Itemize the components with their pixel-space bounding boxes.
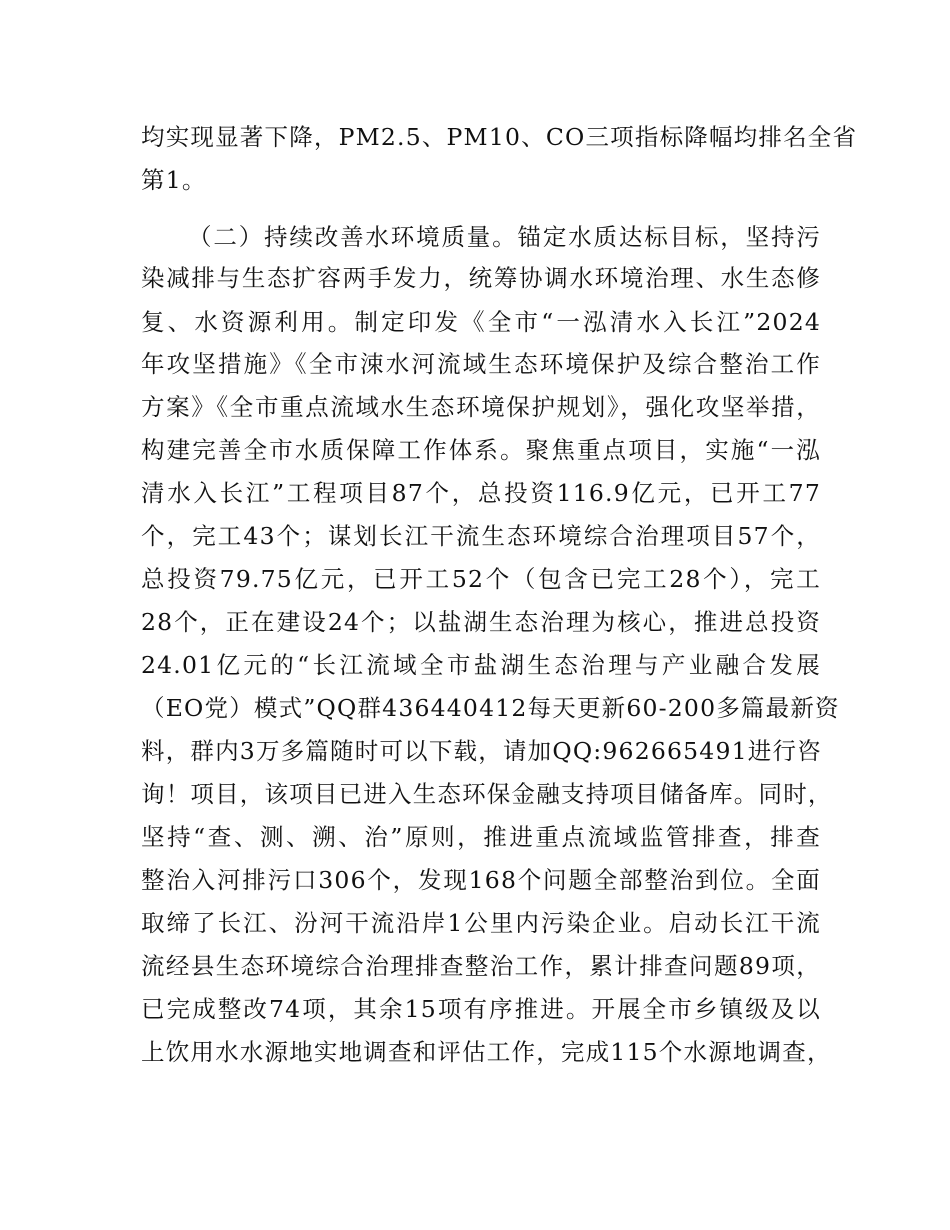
text-line: 复、水资源利用。制定印发《全市“一泓清水入长江”2024: [141, 308, 821, 336]
text-line: 取缔了长江、汾河干流沿岸1公里内污染企业。启动长江干流: [141, 909, 821, 937]
text-line: 第1。: [141, 166, 207, 194]
text-line: 料，群内3万多篇随时可以下载，请加QQ:962665491进行咨: [141, 737, 822, 765]
text-line: （二）持续改善水环境质量。锚定水质达标目标，坚持污: [188, 223, 821, 251]
text-line: （EO党）模式”QQ群436440412每天更新60-200多篇最新资: [141, 694, 840, 722]
text-line: 均实现显著下降，PM2.5、PM10、CO三项指标降幅均排名全省: [141, 123, 858, 151]
text-line: 总投资79.75亿元，已开工52个（包含已完工28个），完工: [141, 565, 821, 593]
text-line: 坚持“查、测、溯、治”原则，推进重点流域监管排查，排查: [141, 823, 821, 851]
text-line: 流经县生态环境综合治理排查整治工作，累计排查问题89项，: [141, 952, 821, 980]
text-line: 方案》《全市重点流域水生态环境保护规划》，强化攻坚举措，: [141, 393, 821, 421]
text-line: 构建完善全市水质保障工作体系。聚焦重点项目，实施“一泓: [141, 436, 821, 464]
text-line: 年攻坚措施》《全市涑水河流域生态环境保护及综合整治工作: [141, 350, 821, 378]
text-line: 询！项目，该项目已进入生态环保金融支持项目储备库。同时，: [141, 780, 833, 808]
text-line: 上饮用水水源地实地调查和评估工作，完成115个水源地调查，: [141, 1038, 832, 1066]
text-line: 个，完工43个；谋划长江干流生态环境综合治理项目57个，: [141, 522, 821, 550]
text-line: 已完成整改74项，其余15项有序推进。开展全市乡镇级及以: [141, 995, 821, 1023]
text-line: 24.01亿元的“长江流域全市盐湖生态治理与产业融合发展: [141, 651, 821, 679]
text-line: 28个，正在建设24个；以盐湖生态治理为核心，推进总投资: [141, 608, 821, 636]
text-line: 染减排与生态扩容两手发力，统筹协调水环境治理、水生态修: [141, 264, 821, 292]
text-line: 清水入长江”工程项目87个，总投资116.9亿元，已开工77: [141, 479, 821, 507]
text-line: 整治入河排污口306个，发现168个问题全部整治到位。全面: [141, 866, 821, 894]
